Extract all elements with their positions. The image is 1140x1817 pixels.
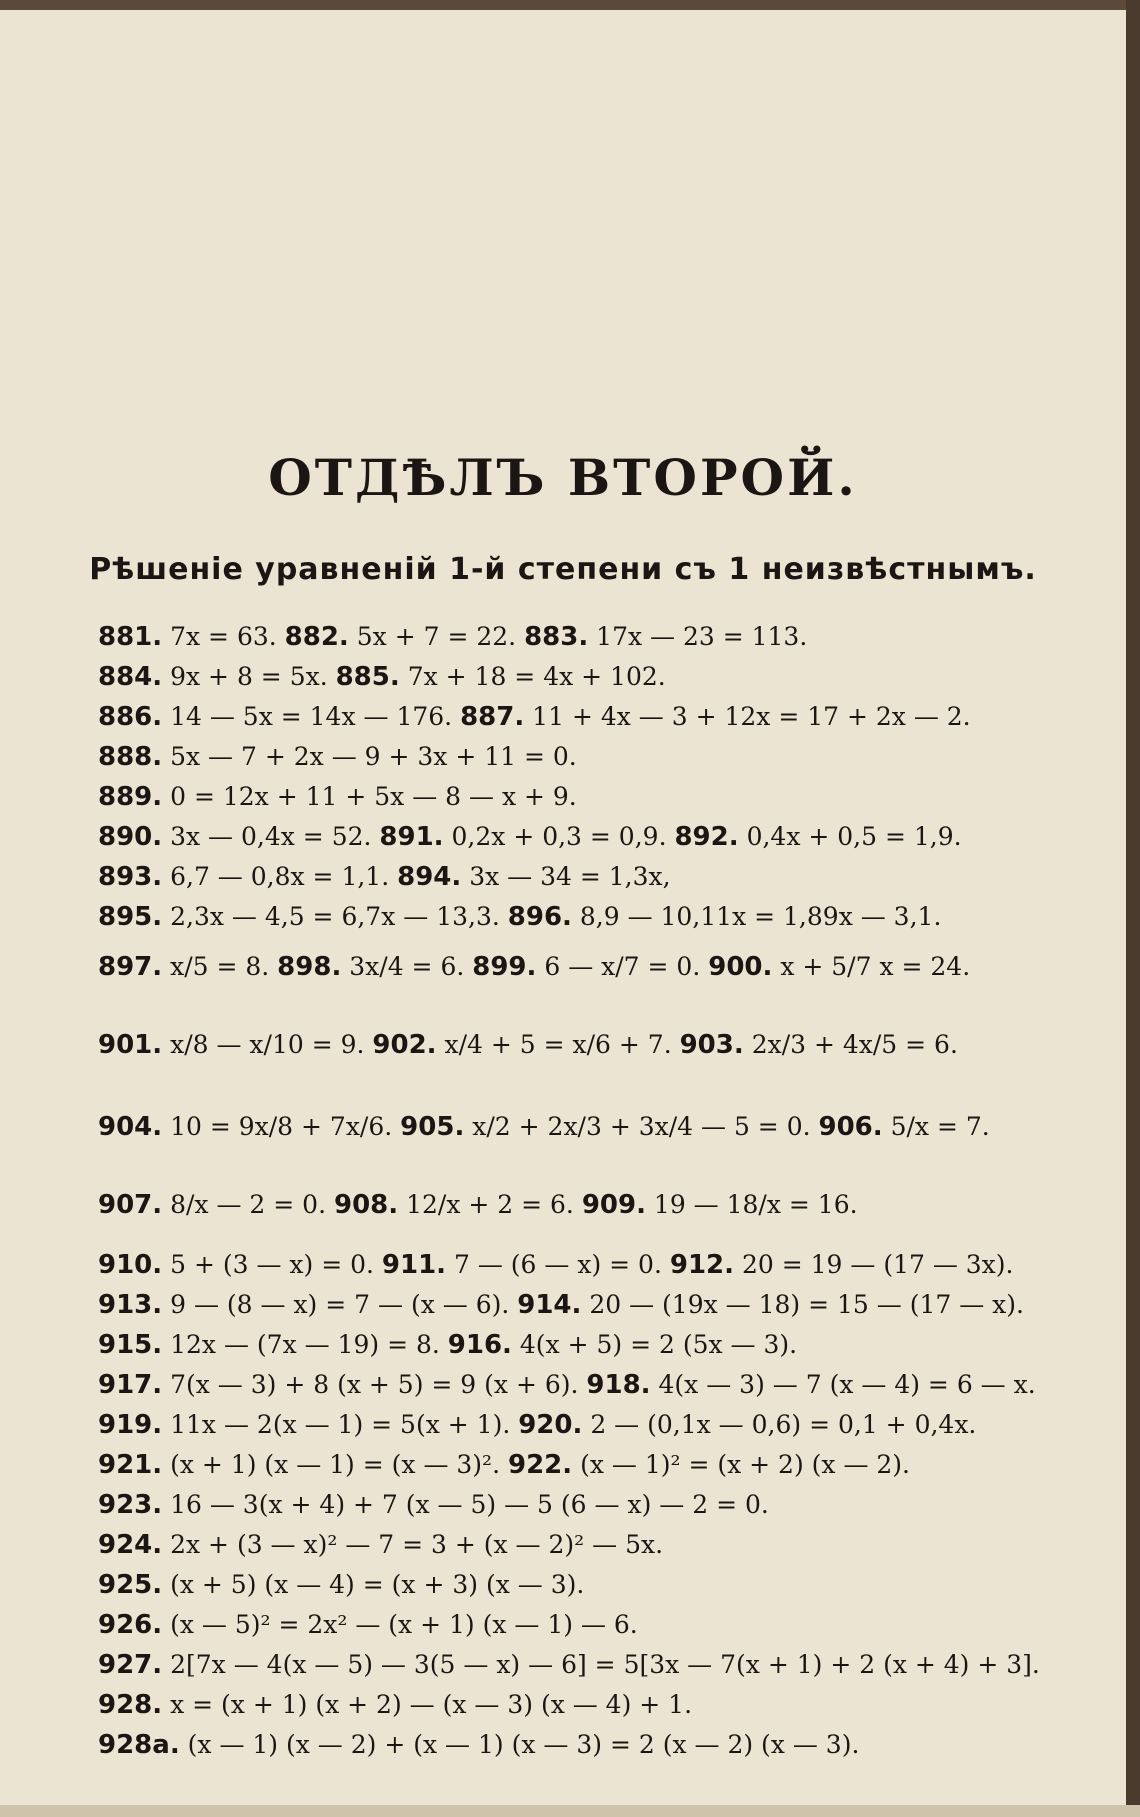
problem-equation: 3x — 0,4x = 52.	[162, 822, 380, 851]
problem-number: 927.	[98, 1650, 163, 1680]
problem-number: 882.	[284, 622, 349, 652]
problem-number: 898.	[277, 952, 342, 982]
problem-equation: (x + 5) (x — 4) = (x + 3) (x — 3).	[162, 1570, 585, 1599]
section-title: ОТДѢЛЪ ВТОРОЙ.	[268, 448, 858, 507]
problem-equation: 19 — 18/x = 16.	[645, 1190, 858, 1219]
problem-number: 926.	[98, 1610, 163, 1640]
problem-number: 883.	[524, 622, 589, 652]
problem-number: 916.	[447, 1330, 512, 1360]
problem-row	[98, 1188, 858, 1222]
problem-number: 923.	[98, 1490, 163, 1520]
problem-equation: 4(x + 5) = 2 (5x — 3).	[511, 1330, 798, 1359]
problem-number: 912.	[669, 1250, 735, 1280]
problem-number: 893.	[98, 862, 163, 892]
problem-equation: 20 — (19x — 18) = 15 — (17 — x).	[581, 1290, 1024, 1319]
problem-row	[98, 622, 807, 652]
problem-number: 903.	[679, 1030, 744, 1060]
problem-equation: 6,7 — 0,8x = 1,1.	[162, 862, 398, 891]
problem-number: 918.	[586, 1370, 651, 1400]
problem-row	[98, 1410, 976, 1440]
problem-equation: 3x/4 = 6.	[341, 952, 473, 981]
section-subtitle: Рѣшеніе уравненій 1-й степени съ 1 неизвѣстнымъ.	[89, 552, 1037, 587]
problem-equation: 12/x + 2 = 6.	[398, 1190, 582, 1219]
problem-row	[98, 1290, 1024, 1320]
page-top-edge	[0, 0, 1140, 10]
problem-equation: 5x + 7 = 22.	[348, 622, 525, 651]
problem-row	[98, 662, 666, 692]
problem-equation: (x — 1)² = (x + 2) (x — 2).	[572, 1450, 911, 1479]
problem-number: 899.	[472, 952, 537, 982]
problem-number: 894.	[397, 862, 462, 892]
problem-equation: 8/x — 2 = 0.	[162, 1190, 334, 1219]
problem-equation: 2x/3 + 4x/5 = 6.	[743, 1030, 958, 1059]
problem-row	[98, 902, 941, 932]
problem-row	[98, 702, 971, 732]
problem-equation: x/8 — x/10 = 9.	[162, 1030, 373, 1059]
problem-row	[98, 1028, 958, 1062]
problem-number: 915.	[98, 1330, 163, 1360]
problem-row	[98, 1570, 584, 1600]
problem-equation: 8,9 — 10,11x = 1,89x — 3,1.	[571, 902, 942, 931]
problem-equation: 0 = 12x + 11 + 5x — 8 — x + 9.	[162, 782, 577, 811]
problem-number: 928а.	[98, 1730, 180, 1760]
problem-number: 925.	[98, 1570, 163, 1600]
problem-number: 887.	[460, 702, 525, 732]
problem-number: 928.	[98, 1690, 163, 1720]
problem-equation: 0,2x + 0,3 = 0,9.	[443, 822, 675, 851]
problem-row	[98, 742, 577, 772]
problem-number: 920.	[518, 1410, 583, 1440]
problem-equation: 2[7x — 4(x — 5) — 3(5 — x) — 6] = 5[3x — 7(x + 1) + 2 (x + 4) + 3].	[162, 1650, 1040, 1679]
problem-equation: x/4 + 5 = x/6 + 7.	[436, 1030, 680, 1059]
problem-equation: 5x — 7 + 2x — 9 + 3x + 11 = 0.	[162, 742, 577, 771]
problem-number: 888.	[98, 742, 163, 772]
problem-row	[98, 1330, 797, 1360]
problem-number: 917.	[98, 1370, 163, 1400]
problem-row	[98, 1530, 663, 1560]
problem-row	[98, 822, 962, 852]
problem-equation: 2x + (3 — x)² — 7 = 3 + (x — 2)² — 5x.	[162, 1530, 664, 1559]
problem-number: 919.	[98, 1410, 163, 1440]
problem-equation: x/5 = 8.	[162, 952, 278, 981]
problem-row	[98, 1490, 769, 1520]
problem-number: 922.	[507, 1450, 573, 1480]
problem-equation: x + 5/7 x = 24.	[772, 952, 971, 981]
problem-equation: 6 — x/7 = 0.	[536, 952, 709, 981]
problem-row	[98, 1250, 1013, 1280]
problem-number: 901.	[98, 1030, 163, 1060]
problem-number: 913.	[98, 1290, 163, 1320]
problem-equation: x/2 + 2x/3 + 3x/4 — 5 = 0.	[464, 1112, 819, 1141]
problem-equation: 11x — 2(x — 1) = 5(x + 1).	[162, 1410, 519, 1439]
problem-equation: (x + 1) (x — 1) = (x — 3)².	[162, 1450, 508, 1479]
problem-number: 908.	[333, 1190, 399, 1220]
problem-row	[98, 782, 577, 812]
problem-row	[98, 1650, 1040, 1680]
problem-row	[98, 1370, 1036, 1400]
problem-row	[98, 950, 970, 984]
problem-number: 904.	[98, 1112, 163, 1142]
problem-equation: 11 + 4x — 3 + 12x = 17 + 2x — 2.	[524, 702, 971, 731]
problem-number: 886.	[98, 702, 163, 732]
problem-equation: 5/x = 7.	[882, 1112, 990, 1141]
problem-number: 924.	[98, 1530, 163, 1560]
problem-row	[98, 1690, 692, 1720]
problem-number: 911.	[381, 1250, 447, 1280]
problem-number: 889.	[98, 782, 163, 812]
problem-equation: 9x + 8 = 5x.	[162, 662, 336, 691]
problem-equation: 20 = 19 — (17 — 3x).	[734, 1250, 1014, 1279]
problem-row	[98, 1110, 990, 1144]
problem-equation: (x — 5)² = 2x² — (x + 1) (x — 1) — 6.	[162, 1610, 638, 1639]
problem-number: 881.	[98, 622, 163, 652]
page-bottom-edge	[0, 1805, 1140, 1817]
problem-equation: 7(x — 3) + 8 (x + 5) = 9 (x + 6).	[162, 1370, 587, 1399]
problem-number: 885.	[335, 662, 400, 692]
problem-row	[98, 1450, 910, 1480]
problem-number: 921.	[98, 1450, 163, 1480]
problem-number: 914.	[517, 1290, 582, 1320]
problem-number: 890.	[98, 822, 163, 852]
problem-equation: 9 — (8 — x) = 7 — (x — 6).	[162, 1290, 518, 1319]
problem-equation: 10 = 9x/8 + 7x/6.	[162, 1112, 401, 1141]
problem-equation: 14 — 5x = 14x — 176.	[162, 702, 461, 731]
problem-number: 900.	[708, 952, 773, 982]
problem-number: 902.	[372, 1030, 437, 1060]
problem-equation: 3x — 34 = 1,3x,	[461, 862, 671, 891]
problem-equation: 7x + 18 = 4x + 102.	[399, 662, 666, 691]
problem-equation: (x — 1) (x — 2) + (x — 1) (x — 3) = 2 (x — 2) (x — 3).	[179, 1730, 860, 1759]
problem-number: 897.	[98, 952, 163, 982]
problem-number: 895.	[98, 902, 163, 932]
problem-equation: 2,3x — 4,5 = 6,7x — 13,3.	[162, 902, 508, 931]
problem-number: 891.	[379, 822, 444, 852]
problem-row	[98, 1610, 638, 1640]
problem-equation: 16 — 3(x + 4) + 7 (x — 5) — 5 (6 — x) — 2 = 0.	[162, 1490, 769, 1519]
problem-equation: 7 — (6 — x) = 0.	[446, 1250, 670, 1279]
problem-equation: 5 + (3 — x) = 0.	[162, 1250, 382, 1279]
problem-number: 907.	[98, 1190, 163, 1220]
problem-number: 892.	[674, 822, 739, 852]
problem-number: 884.	[98, 662, 163, 692]
problem-row	[98, 862, 671, 892]
problem-equation: 7x = 63.	[162, 622, 285, 651]
problem-number: 896.	[507, 902, 572, 932]
problem-equation: 12x — (7x — 19) = 8.	[162, 1330, 448, 1359]
problem-equation: 17x — 23 = 113.	[588, 622, 808, 651]
problem-equation: 4(x — 3) — 7 (x — 4) = 6 — x.	[650, 1370, 1036, 1399]
problem-number: 910.	[98, 1250, 163, 1280]
problem-number: 905.	[400, 1112, 465, 1142]
problem-equation: 0,4x + 0,5 = 1,9.	[738, 822, 962, 851]
problem-number: 909.	[581, 1190, 646, 1220]
problem-equation: x = (x + 1) (x + 2) — (x — 3) (x — 4) + 1.	[162, 1690, 693, 1719]
problem-row	[98, 1730, 859, 1760]
problem-number: 906.	[818, 1112, 883, 1142]
problem-equation: 2 — (0,1x — 0,6) = 0,1 + 0,4x.	[582, 1410, 977, 1439]
page-right-edge	[1126, 0, 1140, 1817]
